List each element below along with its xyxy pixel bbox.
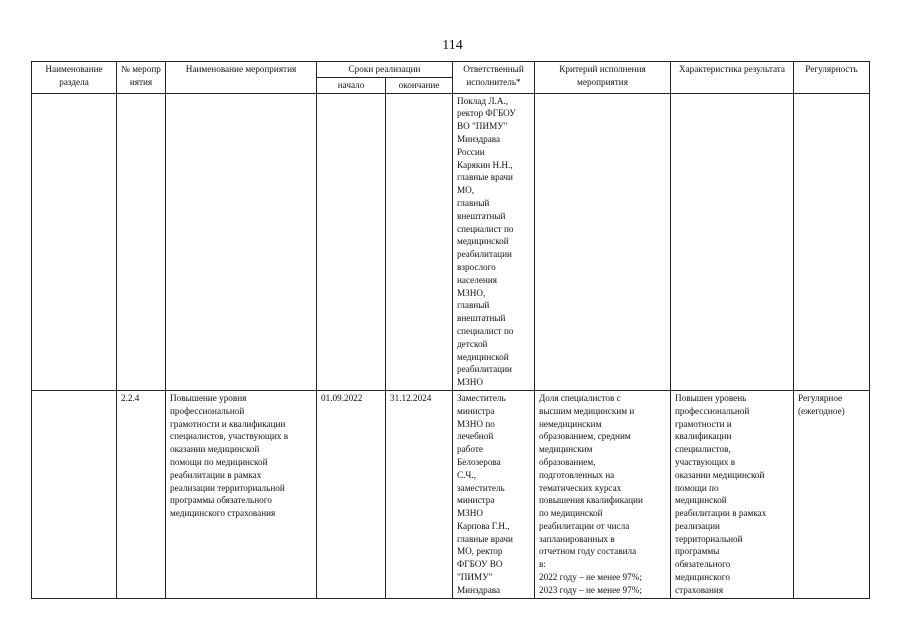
- cell-event-name: Повышение уровня профессиональной грамотности и квалификации специалистов, участвующих в оказании медицинской помощи по медицинской реабилитации в рамках реализации территориальной программы обязательного медицинского страхования: [166, 390, 317, 598]
- cell-event-name: [166, 93, 317, 390]
- cell-regularity: Регулярное (ежегодное): [794, 390, 870, 598]
- cell-responsible: Заместитель министра МЗНО по лечебной работе Белозерова С.Ч., заместитель министра МЗНО Карпова Г.Н., главные врачи МО, ректор ФГБОУ ВО "ПИМУ" Минздрава: [453, 390, 535, 598]
- header-result: Характеристика результата: [671, 62, 794, 94]
- header-section: Наименование раздела: [32, 62, 117, 94]
- header-number: № меропр иятия: [117, 62, 166, 94]
- header-row: [32, 62, 870, 78]
- table-row: [32, 390, 870, 598]
- header-start: начало: [317, 77, 386, 93]
- cell-section: [32, 93, 117, 390]
- header-regularity: Регулярность: [794, 62, 870, 94]
- cell-regularity: [794, 93, 870, 390]
- cell-number: [117, 93, 166, 390]
- cell-criterion: Доля специалистов с высшим медицинским и немедицинским образованием, средним медицинским образованием, подготовленных на тематических курсах повышения квалификации по медицинской реабилитации от числа запланированных в отчетном году составила в: 2022 году – не менее 97%; 2023 году – не менее 97%;: [535, 390, 671, 598]
- header-event-name: Наименование мероприятия: [166, 62, 317, 94]
- cell-responsible: Поклад Л.А., ректор ФГБОУ ВО "ПИМУ" Минздрава России Карякин Н.Н., главные врачи МО, главный внештатный специалист по медицинской реабилитации взрослого населения МЗНО, главный внештатный специалист по детской медицинской реабилитации МЗНО: [453, 93, 535, 390]
- activity-table: [31, 61, 870, 599]
- cell-number: 2.2.4: [117, 390, 166, 598]
- header-criterion: Критерий исполнения мероприятия: [535, 62, 671, 94]
- header-responsible: Ответственный исполнитель*: [453, 62, 535, 94]
- cell-start: [317, 93, 386, 390]
- cell-criterion: [535, 93, 671, 390]
- cell-section: [32, 390, 117, 598]
- header-end: окончание: [386, 77, 453, 93]
- header-dates: Сроки реализации: [317, 62, 453, 78]
- cell-end: 31.12.2024: [386, 390, 453, 598]
- page-number: 114: [442, 38, 463, 53]
- table-row: [32, 93, 870, 390]
- cell-start: 01.09.2022: [317, 390, 386, 598]
- cell-end: [386, 93, 453, 390]
- cell-result: [671, 93, 794, 390]
- cell-result: Повышен уровень профессиональной грамотности и квалификации специалистов, участвующих в оказании медицинской помощи по медицинской реабилитации в рамках реализации территориальной программы обязательного медицинского страхования: [671, 390, 794, 598]
